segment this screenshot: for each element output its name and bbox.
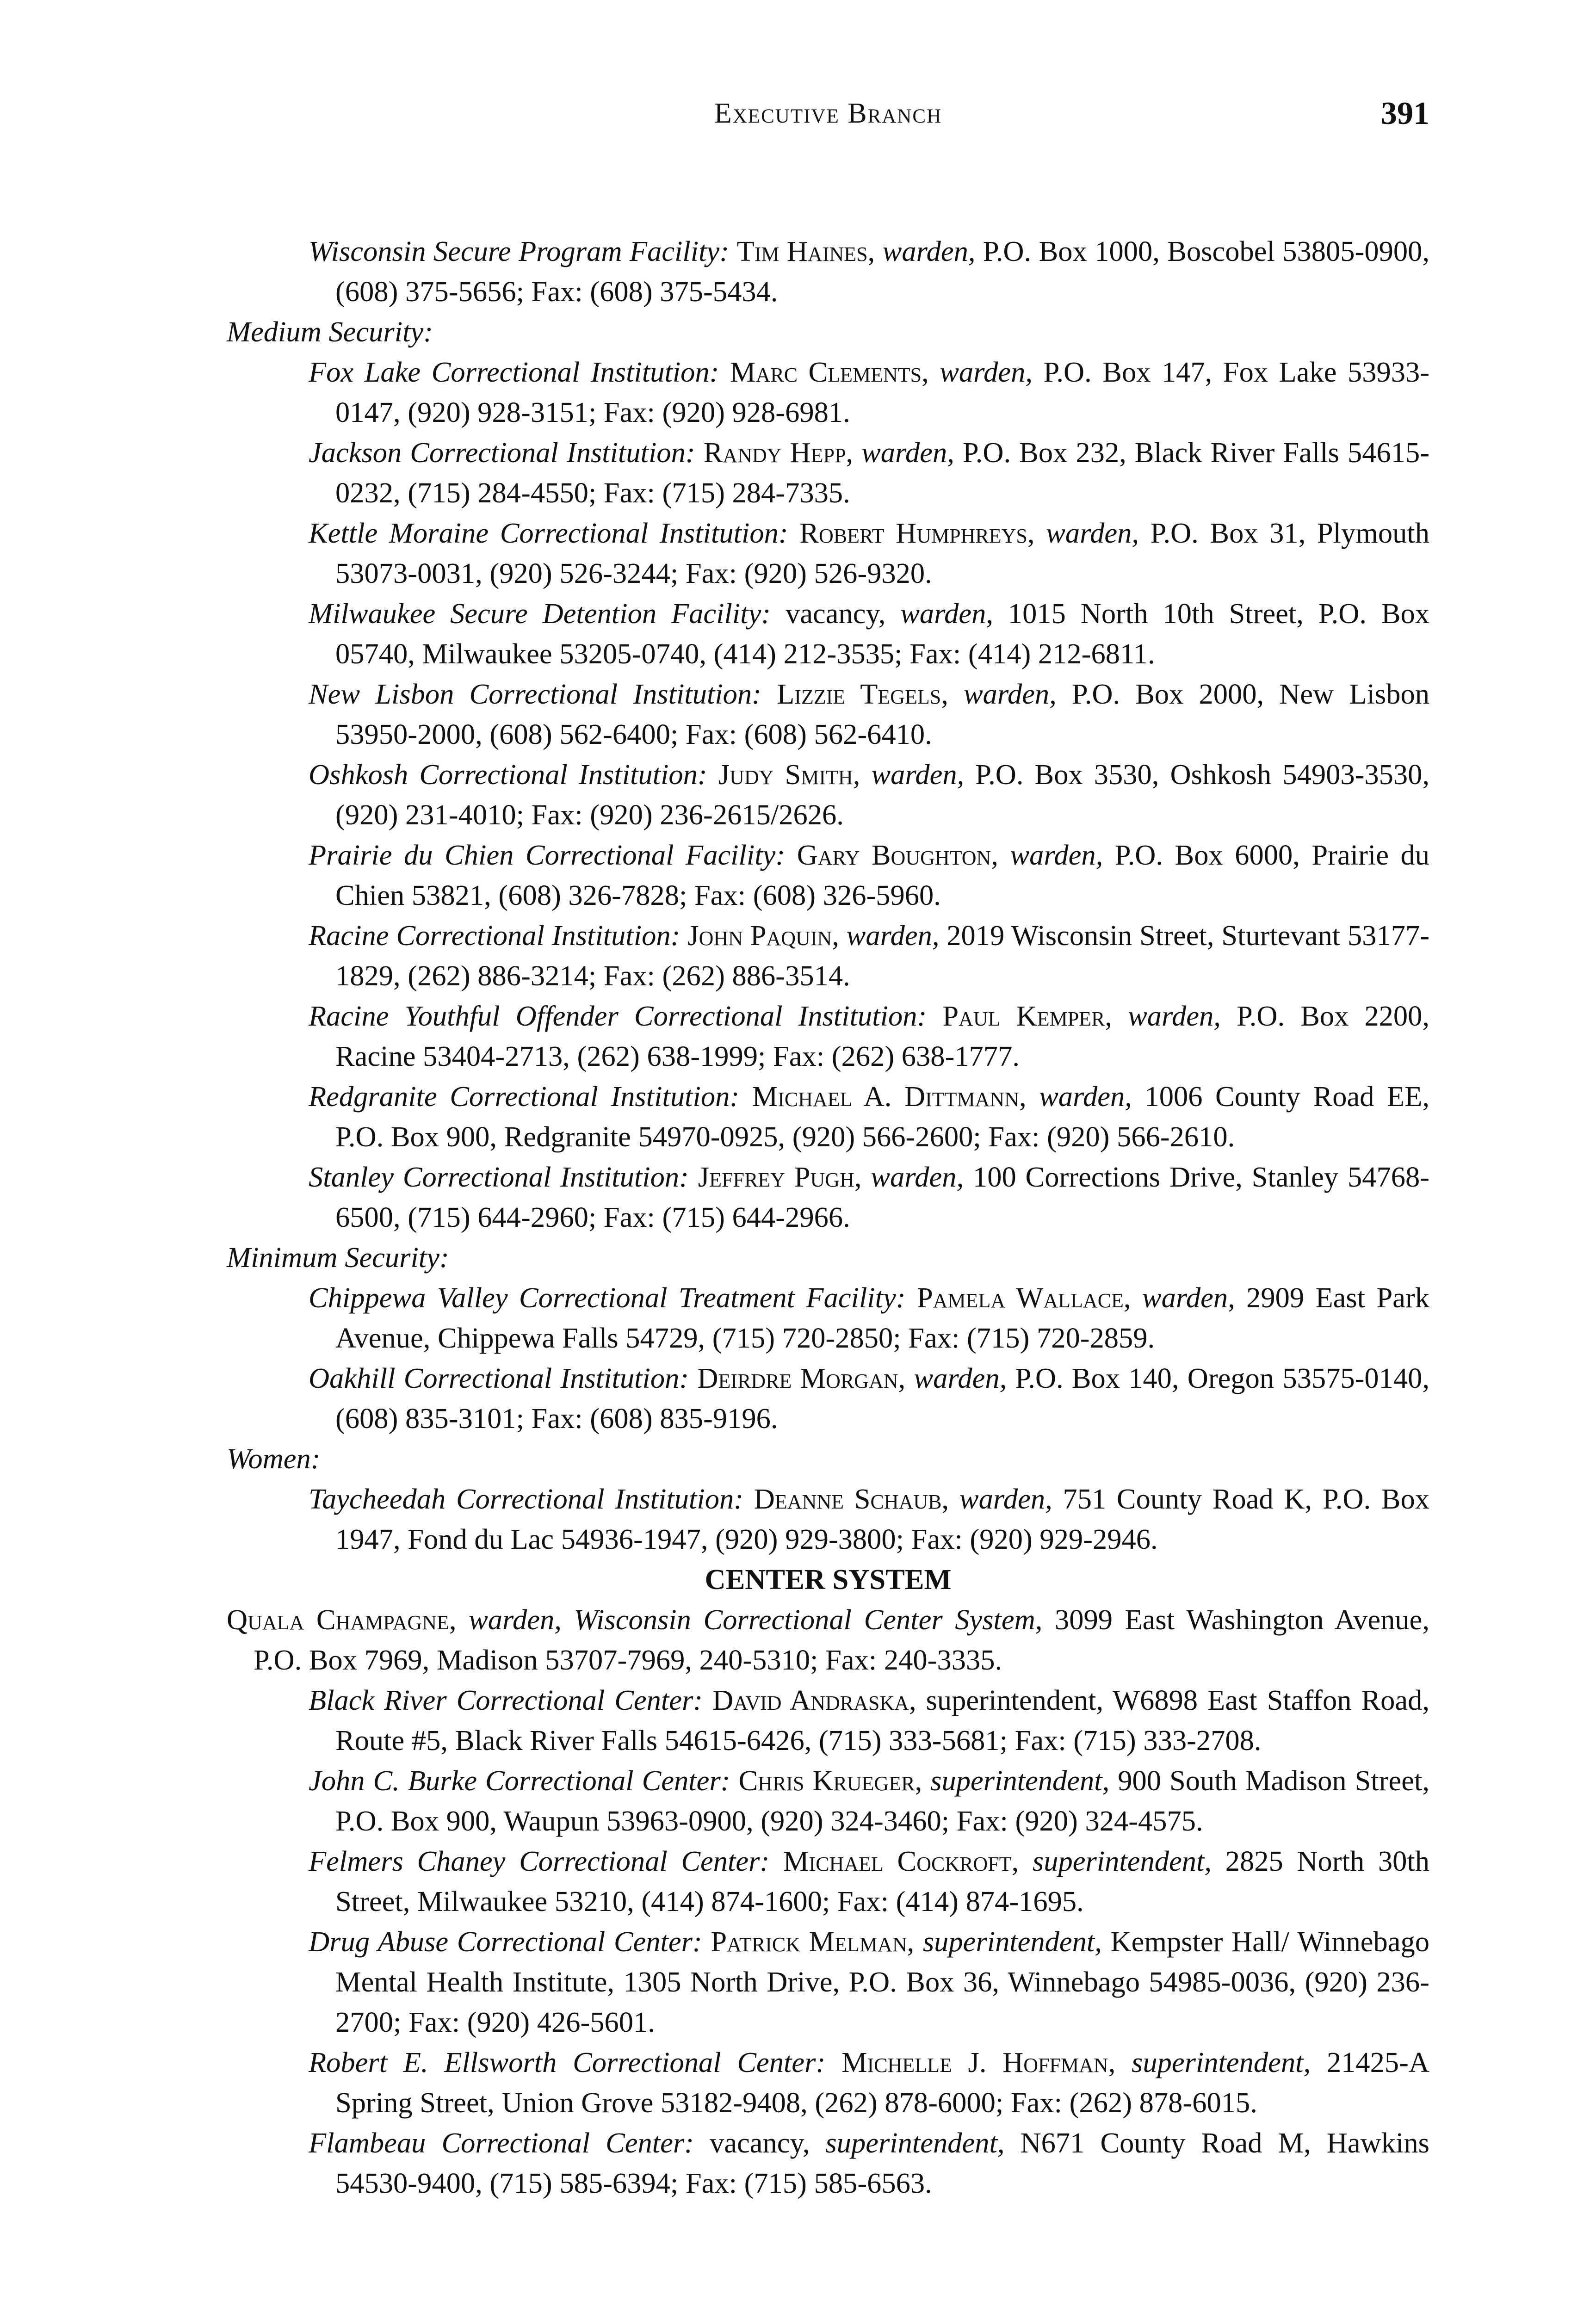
entry-kettle-moraine: Kettle Moraine Correctional Institution: Robert Humphreys, warden, P.O. Box 31, Plymouth 53073-0031, (920) 526-3244; Fax: (920) 526-9320. (309, 517, 1429, 589)
role: warden, (1039, 1080, 1132, 1113)
entry-racine: Racine Correctional Institution: John Paquin, warden, 2019 Wisconsin Street, Sturtevant 53177-1829, (262) 886-3214; Fax: (262) 886-3514. (309, 919, 1430, 992)
contact-details: P.O. Box 232, Black River Falls 54615-0232, (715) 284-4550; Fax: (715) 284-7335. (335, 436, 1430, 509)
person-name: Michael Cockroft (783, 1845, 1012, 1877)
role: warden, (959, 1483, 1052, 1515)
person-name: vacancy (710, 2127, 803, 2159)
section-medium-security: Medium Security: (227, 315, 433, 348)
facility-name: Black River Correctional Center: (309, 1684, 703, 1716)
role: superintendent, (922, 1925, 1102, 1958)
person-name: Patrick Melman (711, 1925, 907, 1958)
section-minimum-security: Minimum Security: (227, 1241, 449, 1274)
role: warden, (900, 597, 994, 630)
contact-details: 3099 East Washington Avenue, P.O. Box 7969, Madison 53707-7969, 240-5310; Fax: 240-3335. (254, 1603, 1429, 1676)
role: warden, Wisconsin Correctional Center System, (469, 1603, 1043, 1636)
contact-details: P.O. Box 2200, Racine 53404-2713, (262) 638-1999; Fax: (262) 638-1777. (335, 1000, 1430, 1072)
entry-taycheedah: Taycheedah Correctional Institution: Deanne Schaub, warden, 751 County Road K, P.O. Box 1947, Fond du Lac 54936-1947, (920) 929-3800; Fax: (920) 929-2946. (309, 1483, 1429, 1555)
person-name: Tim Haines (736, 235, 868, 267)
running-head: Executive Branch (714, 98, 942, 129)
role: superintendent, (825, 2127, 1005, 2159)
entry-fox-lake: Fox Lake Correctional Institution: Marc Clements, warden, P.O. Box 147, Fox Lake 53933-0147, (920) 928-3151; Fax: (920) 928-6981. (309, 356, 1430, 428)
role: warden, (871, 1161, 964, 1193)
person-name: Lizzie Tegels (777, 678, 941, 710)
section-women: Women: (227, 1442, 321, 1475)
person-name: David Andraska (712, 1684, 909, 1716)
person-name: Chris Krueger (738, 1764, 915, 1797)
facility-name: Wisconsin Secure Program Facility: (309, 235, 730, 267)
entry-black-river: Black River Correctional Center: David Andraska, superintendent, W6898 East Staffon Road, Route #5, Black River Falls 54615-6426, (715) 333-5681; Fax: (715) 333-2708. (309, 1684, 1430, 1756)
contact-details: P.O. Box 3530, Oshkosh 54903-3530, (920) 231-4010; Fax: (920) 236-2615/2626. (335, 758, 1430, 831)
facility-name: Chippewa Valley Correctional Treatment Facility: (309, 1281, 906, 1314)
entry-prairie-du-chien: Prairie du Chien Correctional Facility: Gary Boughton, warden, P.O. Box 6000, Prairie du Chien 53821, (608) 326-7828; Fax: (608) 326-5960. (309, 839, 1430, 911)
person-name: Deirdre Morgan (697, 1362, 898, 1394)
contact-details: P.O. Box 140, Oregon 53575-0140, (608) 835-3101; Fax: (608) 835-9196. (335, 1362, 1430, 1435)
facility-name: Stanley Correctional Institution: (309, 1161, 689, 1193)
facility-name: Kettle Moraine Correctional Institution: (309, 517, 788, 549)
role: warden, (846, 919, 940, 952)
contact-details: 751 County Road K, P.O. Box 1947, Fond du Lac 54936-1947, (920) 929-3800; Fax: (920) 929-2946. (335, 1483, 1429, 1555)
facility-name: Robert E. Ellsworth Correctional Center: (309, 2046, 826, 2078)
entry-john-c-burke: John C. Burke Correctional Center: Chris Krueger, superintendent, 900 South Madison Street, P.O. Box 900, Waupun 53963-0900, (920) 324-3460; Fax: (920) 324-4575. (309, 1764, 1430, 1837)
entry-chippewa-valley: Chippewa Valley Correctional Treatment Facility: Pamela Wallace, warden, 2909 East Park Avenue, Chippewa Falls 54729, (715) 720-2850; Fax: (715) 720-2859. (309, 1281, 1430, 1354)
contact-details: P.O. Box 1000, Boscobel 53805-0900, (608) 375-5656; Fax: (608) 375-5434. (335, 235, 1429, 308)
entry-drug-abuse: Drug Abuse Correctional Center: Patrick Melman, superintendent, Kempster Hall/ Winnebago Mental Health Institute, 1305 North Drive, P.O. Box 36, Winnebago 54985-0036, (920) 236-2700; Fax: (920) 426-5601. (309, 1925, 1430, 2038)
person-name: John Paquin (687, 919, 832, 952)
contact-details: W6898 East Staffon Road, Route #5, Black River Falls 54615-6426, (715) 333-5681; Fax: (715) 333-2708. (335, 1684, 1430, 1756)
role: superintendent, (1032, 1845, 1212, 1877)
contact-details: 1006 County Road EE, P.O. Box 900, Redgranite 54970-0925, (920) 566-2600; Fax: (920) 566-2610. (335, 1080, 1430, 1153)
role: warden, (1046, 517, 1139, 549)
contact-details: P.O. Box 31, Plymouth 53073-0031, (920) 526-3244; Fax: (920) 526-9320. (335, 517, 1429, 589)
entry-oshkosh: Oshkosh Correctional Institution: Judy Smith, warden, P.O. Box 3530, Oshkosh 54903-3530, (920) 231-4010; Fax: (920) 236-2615/2626. (309, 758, 1430, 831)
contact-details: 100 Corrections Drive, Stanley 54768-6500, (715) 644-2960; Fax: (715) 644-2966. (335, 1161, 1430, 1233)
facility-name: Taycheedah Correctional Institution: (309, 1483, 744, 1515)
entry-jackson: Jackson Correctional Institution: Randy Hepp, warden, P.O. Box 232, Black River Falls 54615-0232, (715) 284-4550; Fax: (715) 284-7335. (309, 436, 1430, 509)
entry-milwaukee-secure-detention: Milwaukee Secure Detention Facility: vacancy, warden, 1015 North 10th Street, P.O. Box 05740, Milwaukee 53205-0740, (414) 212-3535; Fax: (414) 212-6811. (309, 597, 1429, 670)
facility-name: Prairie du Chien Correctional Facility: (309, 839, 786, 871)
person-name: Jeffrey Pugh (698, 1161, 854, 1193)
contact-details: 21425-A Spring Street, Union Grove 53182-9408, (262) 878-6000; Fax: (262) 878-6015. (335, 2046, 1430, 2119)
role: warden, (861, 436, 954, 469)
contact-details: N671 County Road M, Hawkins 54530-9400, (715) 585-6394; Fax: (715) 585-6563. (335, 2127, 1429, 2199)
facility-name: Redgranite Correctional Institution: (309, 1080, 740, 1113)
role: warden, (964, 678, 1057, 710)
role: superintendent, (1132, 2046, 1311, 2078)
facility-name: Drug Abuse Correctional Center: (309, 1925, 702, 1958)
role: warden, (1142, 1281, 1235, 1314)
contact-details: 2825 North 30th Street, Milwaukee 53210, (414) 874-1600; Fax: (414) 874-1695. (335, 1845, 1430, 1917)
role: warden, (871, 758, 965, 791)
entry-stanley: Stanley Correctional Institution: Jeffrey Pugh, warden, 100 Corrections Drive, Stanley 54768-6500, (715) 644-2960; Fax: (715) 644-2966. (309, 1161, 1430, 1233)
section-heading-center-system: CENTER SYSTEM (705, 1563, 952, 1596)
entry-flambeau: Flambeau Correctional Center: vacancy, superintendent, N671 County Road M, Hawkins 54530-9400, (715) 585-6394; Fax: (715) 585-6563. (309, 2127, 1429, 2199)
entry-new-lisbon: New Lisbon Correctional Institution: Lizzie Tegels, warden, P.O. Box 2000, New Lisbon 53950-2000, (608) 562-6400; Fax: (608) 562-6410. (309, 678, 1430, 750)
role: warden, (882, 235, 976, 267)
facility-name: Jackson Correctional Institution: (309, 436, 695, 469)
facility-name: Oshkosh Correctional Institution: (309, 758, 707, 791)
person-name: Randy Hepp (703, 436, 846, 469)
role: warden, (940, 356, 1033, 388)
contact-details: P.O. Box 147, Fox Lake 53933-0147, (920) 928-3151; Fax: (920) 928-6981. (335, 356, 1430, 428)
role: warden, (1128, 1000, 1221, 1032)
person-name: Pamela Wallace (916, 1281, 1124, 1314)
facility-name: Milwaukee Secure Detention Facility: (309, 597, 771, 630)
contact-details: 2909 East Park Avenue, Chippewa Falls 54729, (715) 720-2850; Fax: (715) 720-2859. (335, 1281, 1430, 1354)
entry-wisconsin-secure-program: Wisconsin Secure Program Facility: Tim Haines, warden, P.O. Box 1000, Boscobel 53805-0900, (608) 375-5656; Fax: (608) 375-5434. (309, 235, 1429, 308)
contact-details: 2019 Wisconsin Street, Sturtevant 53177-1829, (262) 886-3214; Fax: (262) 886-3514. (335, 919, 1430, 992)
facility-name: Fox Lake Correctional Institution: (309, 356, 719, 388)
entry-felmers-chaney: Felmers Chaney Correctional Center: Michael Cockroft, superintendent, 2825 North 30th Street, Milwaukee 53210, (414) 874-1600; Fax: (414) 874-1695. (309, 1845, 1430, 1917)
role: superintendent, (930, 1764, 1110, 1797)
entry-racine-youthful-offender: Racine Youthful Offender Correctional Institution: Paul Kemper, warden, P.O. Box 2200, Racine 53404-2713, (262) 638-1999; Fax: (262) 638-1777. (309, 1000, 1430, 1072)
facility-name: Racine Youthful Offender Correctional Institution: (309, 1000, 927, 1032)
contact-details: 1015 North 10th Street, P.O. Box 05740, Milwaukee 53205-0740, (414) 212-3535; Fax: (414) 212-6811. (335, 597, 1429, 670)
role: superintendent, (926, 1684, 1104, 1716)
contact-details: P.O. Box 6000, Prairie du Chien 53821, (608) 326-7828; Fax: (608) 326-5960. (335, 839, 1430, 911)
person-name: Michelle J. Hoffman (841, 2046, 1108, 2078)
entry-oakhill: Oakhill Correctional Institution: Deirdre Morgan, warden, P.O. Box 140, Oregon 53575-0140, (608) 835-3101; Fax: (608) 835-9196. (309, 1362, 1430, 1435)
entry-robert-e-ellsworth: Robert E. Ellsworth Correctional Center: Michelle J. Hoffman, superintendent, 21425-A Spring Street, Union Grove 53182-9408, (262) 878-6000; Fax: (262) 878-6015. (309, 2046, 1430, 2119)
person-name: Quala Champagne (227, 1603, 449, 1636)
contact-details: P.O. Box 2000, New Lisbon 53950-2000, (608) 562-6400; Fax: (608) 562-6410. (335, 678, 1430, 750)
contact-details: 900 South Madison Street, P.O. Box 900, Waupun 53963-0900, (920) 324-3460; Fax: (920) 324-4575. (335, 1764, 1430, 1837)
role: warden, (1010, 839, 1103, 871)
entry-redgranite: Redgranite Correctional Institution: Michael A. Dittmann, warden, 1006 County Road EE, P.O. Box 900, Redgranite 54970-0925, (920) 566-2600; Fax: (920) 566-2610. (309, 1080, 1430, 1153)
person-name: vacancy (786, 597, 878, 630)
person-name: Michael A. Dittmann (752, 1080, 1019, 1113)
facility-name: Felmers Chaney Correctional Center: (309, 1845, 770, 1877)
directory-body (227, 231, 1429, 2203)
person-name: Robert Humphreys (799, 517, 1027, 549)
facility-name: John C. Burke Correctional Center: (309, 1764, 730, 1797)
person-name: Judy Smith (718, 758, 853, 791)
page-number: 391 (1381, 96, 1429, 131)
facility-name: Flambeau Correctional Center: (309, 2127, 694, 2159)
page-header (227, 97, 1429, 139)
entry-center-system-warden: Quala Champagne, warden, Wisconsin Correctional Center System, 3099 East Washington Avenue, P.O. Box 7969, Madison 53707-7969, 240-5310; Fax: 240-3335. (227, 1603, 1429, 1676)
contact-details: Kempster Hall/ Winnebago Mental Health Institute, 1305 North Drive, P.O. Box 36, Winnebago 54985-0036, (920) 236-2700; Fax: (920) 426-5601. (335, 1925, 1430, 2038)
person-name: Marc Clements (730, 356, 922, 388)
facility-name: Racine Correctional Institution: (309, 919, 680, 952)
facility-name: Oakhill Correctional Institution: (309, 1362, 689, 1394)
role: warden, (914, 1362, 1007, 1394)
person-name: Gary Boughton (797, 839, 991, 871)
person-name: Deanne Schaub (754, 1483, 942, 1515)
facility-name: New Lisbon Correctional Institution: (309, 678, 761, 710)
person-name: Paul Kemper (942, 1000, 1105, 1032)
